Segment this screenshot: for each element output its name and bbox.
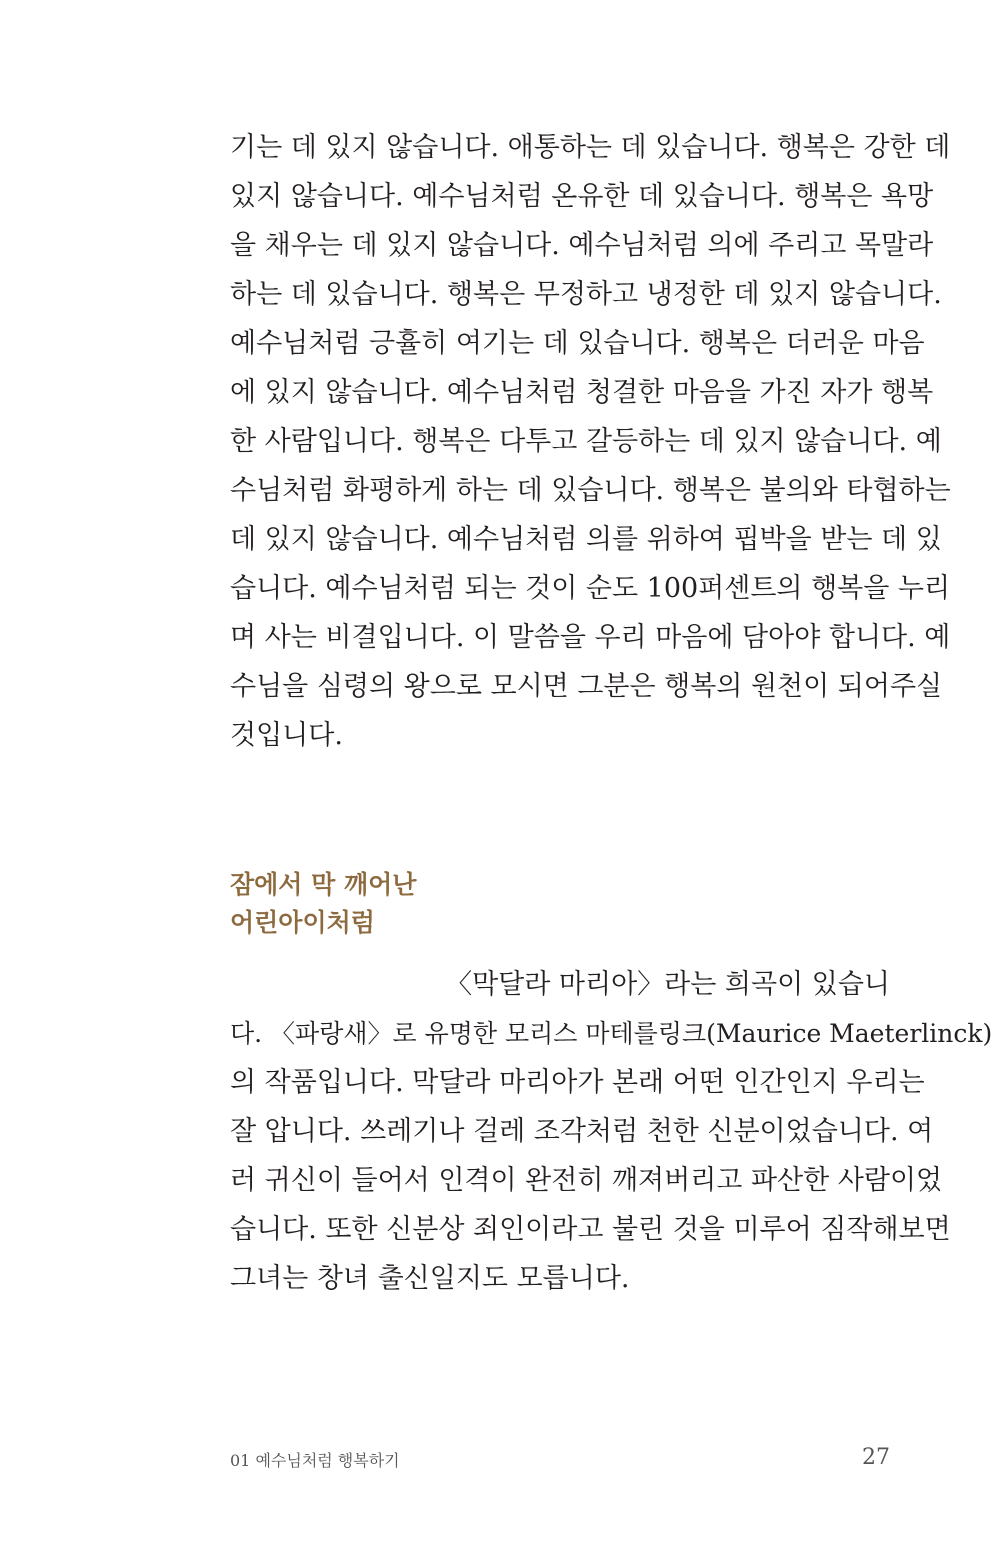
text-line: 데 있지 않습니다. 예수님처럼 의를 위하여 핍박을 받는 데 있 [230,524,942,555]
text-line: 한 사람입니다. 행복은 다투고 갈등하는 데 있지 않습니다. 예 [230,426,942,457]
text-line: 수님을 심령의 왕으로 모시면 그분은 행복의 원천이 되어주실 [230,671,943,702]
text-line: 하는 데 있습니다. 행복은 무정하고 냉정한 데 있지 않습니다. [230,279,942,310]
text-line: 〈막달라 마리아〉라는 희곡이 있습니 [445,969,890,1000]
text-line: 습니다. 또한 신분상 죄인이라고 불린 것을 미루어 짐작해보면 [230,1214,951,1245]
text-line: 습니다. 예수님처럼 되는 것이 순도 100퍼센트의 행복을 누리 [230,573,951,604]
section-heading-line: 어린아이처럼 [230,908,375,937]
text-line: 그녀는 창녀 출신일지도 모릅니다. [230,1263,630,1294]
text-line: 며 사는 비결입니다. 이 말씀을 우리 마음에 담아야 합니다. 예 [230,622,951,653]
text-line: 다. 〈파랑새〉로 유명한 모리스 마테를링크(Maurice Maeterlinck) [230,1019,993,1048]
text-line: 기는 데 있지 않습니다. 애통하는 데 있습니다. 행복은 강한 데 [230,132,951,163]
page-number: 27 [862,1445,890,1470]
text-line: 예수님처럼 긍휼히 여기는 데 있습니다. 행복은 더러운 마음 [230,328,925,359]
text-line: 의 작품입니다. 막달라 마리아가 본래 어떤 인간인지 우리는 [230,1067,925,1098]
text-line: 러 귀신이 들어서 인격이 완전히 깨져버리고 파산한 사람이었 [230,1165,943,1196]
text-line: 잘 압니다. 쓰레기나 걸레 조각처럼 천한 신분이었습니다. 여 [230,1116,934,1147]
section-heading [230,866,830,942]
paragraph-1 [230,123,951,760]
running-footer-chapter: 01 예수님처럼 행복하기 [230,1451,400,1470]
text-line: 있지 않습니다. 예수님처럼 온유한 데 있습니다. 행복은 욕망 [230,181,934,212]
paragraph-2 [230,960,993,1303]
text-line: 것입니다. [230,720,343,751]
section-heading-line: 잠에서 막 깨어난 [230,870,417,899]
text-line: 수님처럼 화평하게 하는 데 있습니다. 행복은 불의와 타협하는 [230,475,951,506]
text-line: 에 있지 않습니다. 예수님처럼 청결한 마음을 가진 자가 행복 [230,377,934,408]
text-line: 을 채우는 데 있지 않습니다. 예수님처럼 의에 주리고 목말라 [230,230,934,261]
